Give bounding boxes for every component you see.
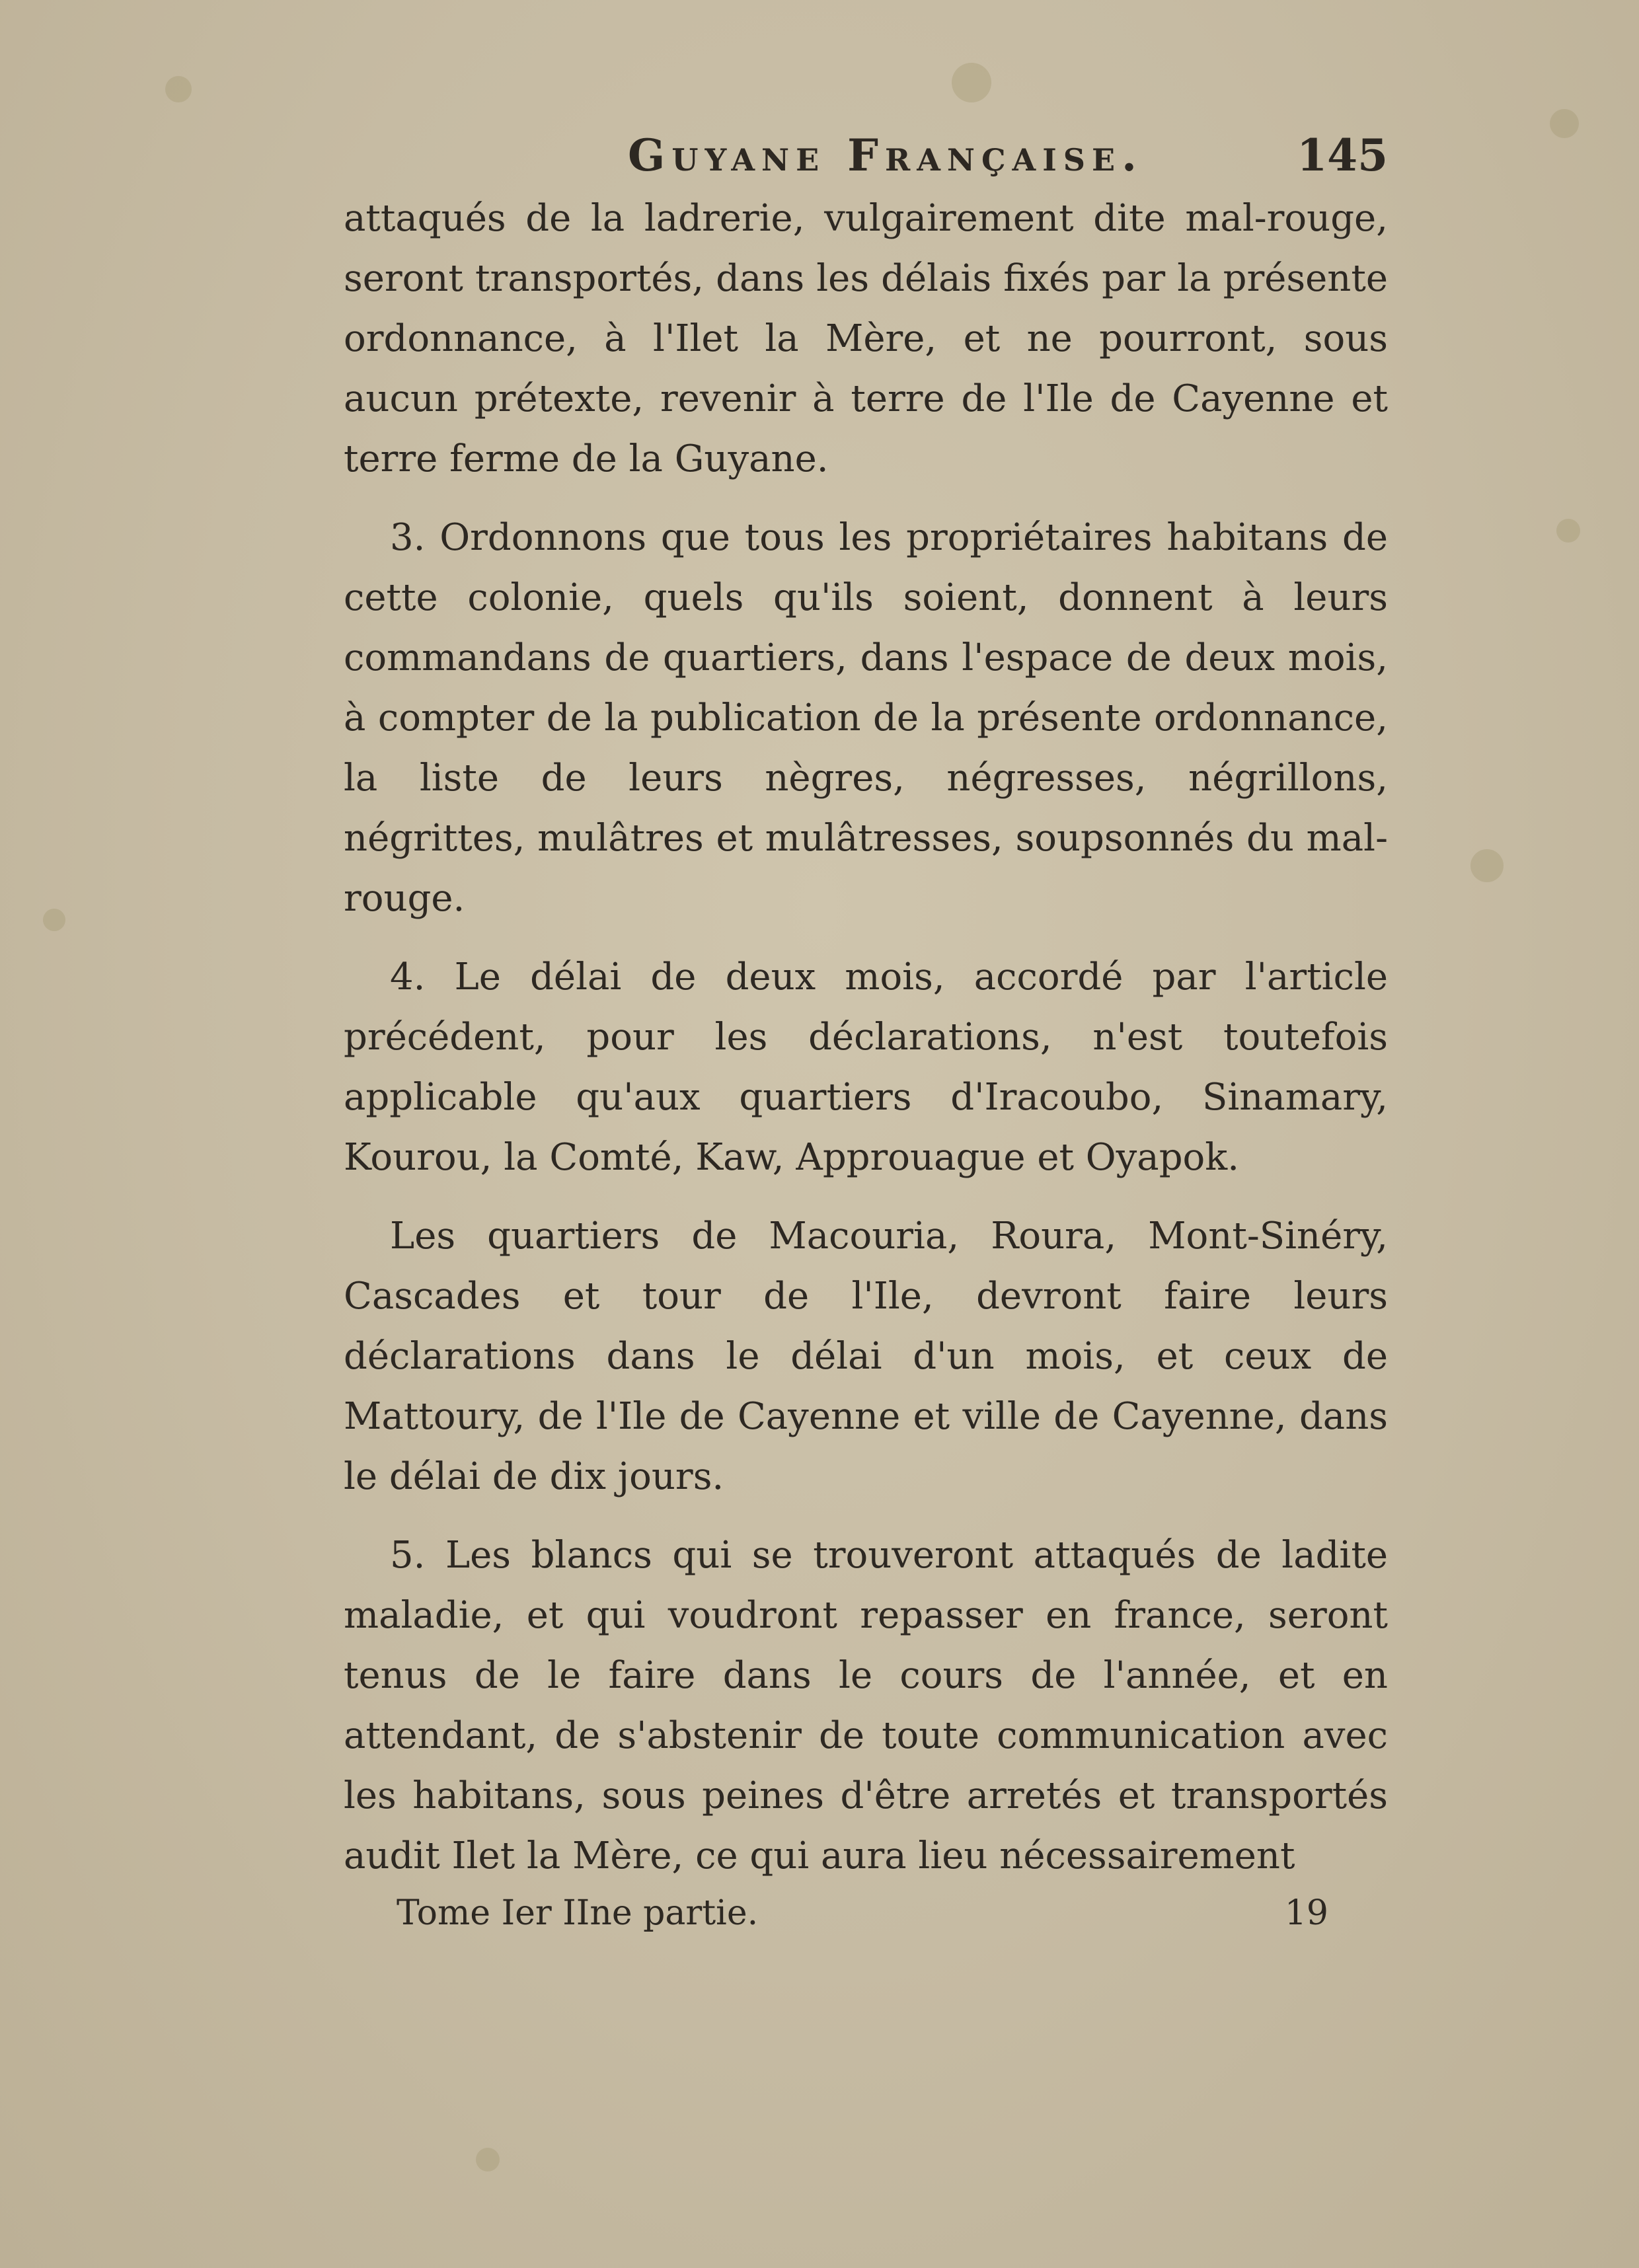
sheet-number: 19 <box>1284 1893 1328 1933</box>
paragraph-article-4: 4. Le délai de deux mois, accordé par l'article précédent, pour les déclarations, n'est toutefois applicable qu'aux quartiers d'Iracoubo, Sinamary, Kourou, la Comté, Kaw, Approuague et Oyapok. <box>344 956 1388 1179</box>
page-footer <box>344 1887 1388 1940</box>
body-text <box>344 188 1388 1886</box>
paper-stain <box>1470 849 1504 882</box>
paper-stain <box>1556 519 1580 543</box>
paper-stain <box>43 909 65 931</box>
running-title: Guyane Française. <box>627 130 1144 181</box>
signature-mark: Tome Ier IIne partie. <box>397 1893 759 1933</box>
page-header <box>344 129 1388 182</box>
paper-stain <box>1550 109 1579 138</box>
paper-stain <box>165 76 192 102</box>
paper-stain <box>476 2148 500 2172</box>
paragraph-article-5: 5. Les blancs qui se trouveront attaqués de ladite maladie, et qui voudront repasser en france, seront tenus de le faire dans le cours de l'année, et en attendant, de s'abstenir de toute communication avec les habitans, sous peines d'être arretés et transportés audit Ilet la Mère, ce qui aura lieu nécessairement <box>344 1534 1388 1877</box>
paragraph-continuation: attaqués de la ladrerie, vulgairement dite mal-rouge, seront transportés, dans les délais fixés par la présente ordonnance, à l'Ilet la Mère, et ne pourront, sous aucun prétexte, revenir à terre de l'Ile de Cayenne et terre ferme de la Guyane. <box>344 197 1388 480</box>
paragraph-quartiers: Les quartiers de Macouria, Roura, Mont-Sinéry, Cascades et tour de l'Ile, devront faire leurs déclarations dans le délai d'un mois, et ceux de Mattoury, de l'Ile de Cayenne et ville de Cayenne, dans le délai de dix jours. <box>344 1215 1388 1498</box>
paragraph-article-3: 3. Ordonnons que tous les propriétaires habitans de cette colonie, quels qu'ils soient, donnent à leurs commandans de quartiers, dans l'espace de deux mois, à compter de la publication de la présente ordonnance, la liste de leurs nègres, négresses, négrillons, négrittes, mulâtres et mulâtresses, soupsonnés du mal-rouge. <box>344 516 1388 920</box>
paper-stain <box>952 63 991 102</box>
page-number: 145 <box>1297 130 1388 181</box>
